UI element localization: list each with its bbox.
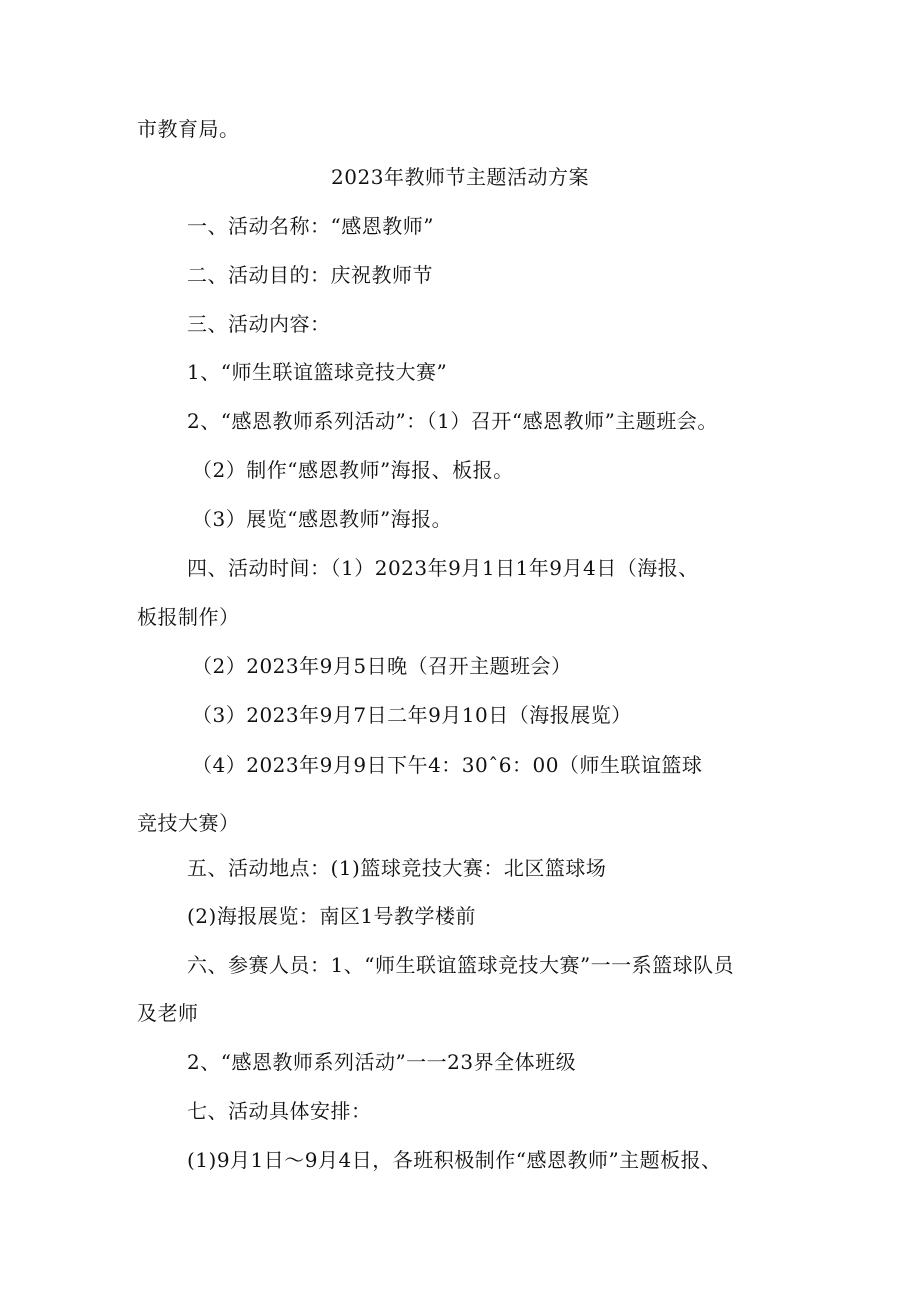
text-line-activity-location: 五、活动地点：(1)篮球竞技大赛：北区篮球场 <box>187 856 607 880</box>
text-line-content-subitem-3: （3）展览“感恩教师”海报。 <box>192 507 453 531</box>
text-line-activity-content-heading: 三、活动内容： <box>187 312 331 336</box>
text-line-time-item-4: （4）2023年9月9日下午4：30ˆ6：00（师生联谊篮球 <box>192 753 703 777</box>
text-line-activity-purpose: 二、活动目的：庆祝教师节 <box>187 263 433 287</box>
text-line-activity-time: 四、活动时间：（1）2023年9月1日1年9月4日（海报、 <box>187 556 699 580</box>
text-line-content-item-2: 2、“感恩教师系列活动”：（1）召开“感恩教师”主题班会。 <box>187 409 718 433</box>
text-line-participants-cont: 及老师 <box>137 1001 199 1025</box>
text-line-time-item-2: （2）2023年9月5日晚（召开主题班会） <box>192 654 572 678</box>
text-line-schedule-heading: 七、活动具体安排： <box>187 1099 372 1123</box>
text-line-content-item-1: 1、“师生联谊篮球竞技大赛” <box>187 360 448 384</box>
text-line-time-item-3: （3）2023年9月7日二年9月10日（海报展览） <box>192 703 632 727</box>
document-title: 2023年教师节主题活动方案 <box>331 165 589 189</box>
text-line-participants-item-2: 2、“感恩教师系列活动”一一23界全体班级 <box>187 1050 577 1074</box>
text-line-schedule-item-1: (1)9月1日～9月4日，各班积极制作“感恩教师”主题板报、 <box>187 1148 722 1172</box>
text-line-closing: 市教育局。 <box>137 117 240 141</box>
text-line-participants: 六、参赛人员：1、“师生联谊篮球竞技大赛”一一系篮球队员 <box>187 953 735 977</box>
text-line-activity-time-cont: 板报制作） <box>137 605 240 629</box>
text-line-content-subitem-2: （2）制作“感恩教师”海报、板报。 <box>192 458 514 482</box>
text-line-time-item-4-cont: 竞技大赛） <box>137 811 240 835</box>
text-line-activity-name: 一、活动名称：“感恩教师” <box>187 214 434 238</box>
text-line-location-item-2: (2)海报展览：南区1号教学楼前 <box>187 904 477 928</box>
